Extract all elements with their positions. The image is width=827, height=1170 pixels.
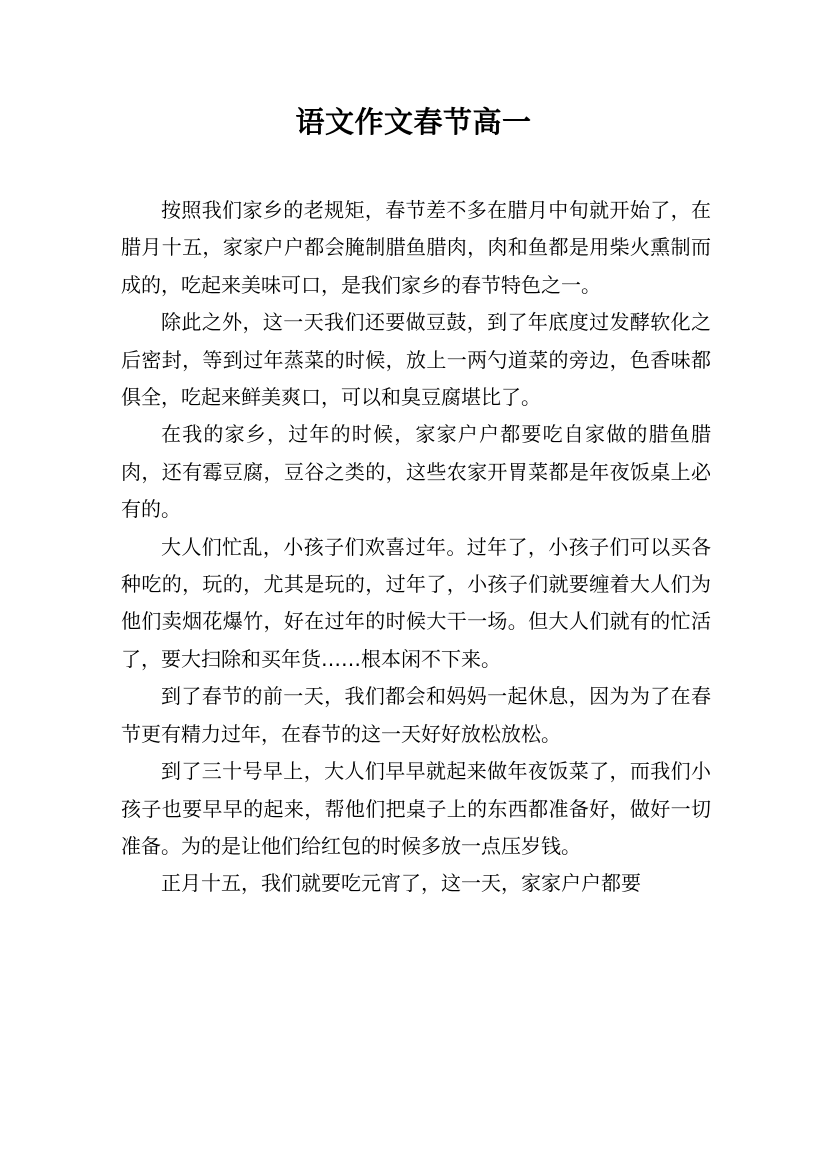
paragraph: 到了三十号早上，大人们早早就起来做年夜饭菜了，而我们小孩子也要早早的起来，帮他们把桌子上的东西都准备好，做好一切准备。为的是让他们给红包的时候多放一点压岁钱。 (121, 759, 711, 858)
paragraph: 到了春节的前一天，我们都会和妈妈一起休息，因为为了在春节更有精力过年，在春节的这一天好好放松放松。 (121, 684, 711, 746)
paragraph: 除此之外，这一天我们还要做豆鼓，到了年底度过发酵软化之后密封，等到过年蒸菜的时候，放上一两勺道菜的旁边，色香味都俱全，吃起来鲜美爽口，可以和臭豆腐堪比了。 (121, 310, 711, 410)
document-body (121, 192, 711, 903)
paragraph: 正月十五，我们就要吃元宵了，这一天，家家户户都要 (161, 871, 641, 896)
paragraph: 大人们忙乱，小孩子们欢喜过年。过年了，小孩子们可以买各种吃的，玩的，尤其是玩的，过年了，小孩子们就要缠着大人们为他们卖烟花爆竹，好在过年的时候大干一场。但大人们就有的忙活了，要大扫除和买年货……根本闲不下来。 (121, 534, 711, 671)
paragraph: 在我的家乡，过年的时候，家家户户都要吃自家做的腊鱼腊肉，还有霉豆腐，豆谷之类的，这些农家开胃菜都是年夜饭桌上必有的。 (121, 422, 711, 522)
paragraph: 按照我们家乡的老规矩，春节差不多在腊月中旬就开始了，在腊月十五，家家户户都会腌制腊鱼腊肉，肉和鱼都是用柴火熏制而成的，吃起来美味可口，是我们家乡的春节特色之一。 (121, 198, 711, 297)
document-title: 语文作文春节高一 (295, 105, 532, 139)
